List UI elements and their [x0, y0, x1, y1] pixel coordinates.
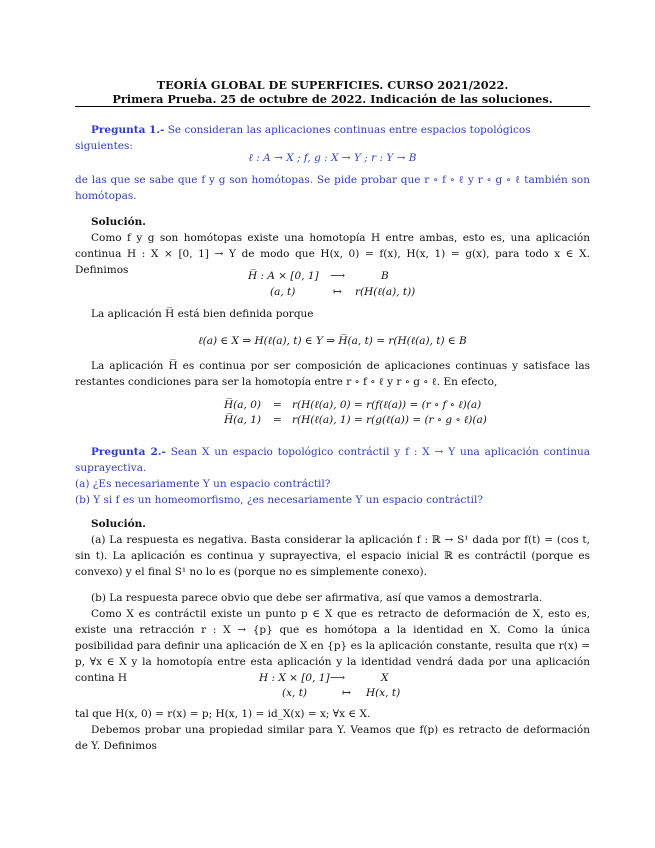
sol1-eq1-sign: =	[273, 399, 282, 411]
sol1-def-left-top: H̅ : A × [0, 1]	[248, 270, 319, 282]
sol1-def-right-bot: r(H(ℓ(a), t))	[355, 286, 416, 298]
solution-2-paragraph-c: Como X es contráctil existe un punto p ∈ X que es retracto de deformación de X, esto es, existe una retracción r : X → {p} que es homótopa a la identidad en X. Como la única posibilidad para definir una aplicación de X en {p} es la aplicación constante, resulta que r(x) = p, ∀x ∈ X y la homotopía entre esta aplicación y la identidad vendrá dada por una aplicación contina H	[75, 608, 590, 684]
solution-1-paragraph-3: La aplicación H̅ es continua por ser composición de aplicaciones continuas y satisface las restantes condiciones para ser la homotopía entre r ∘ f ∘ ℓ y r ∘ g ∘ ℓ. En efecto,	[75, 360, 590, 388]
sol2-def-right-bot: H(x, t)	[366, 687, 401, 699]
sol1-def-arrow-top: ⟶	[330, 270, 346, 282]
question-1-label: Pregunta 1.-	[91, 124, 165, 136]
sol1-def-left-bot: (a, t)	[270, 286, 296, 298]
sol1-eq2-sign: =	[273, 414, 282, 426]
sol2-def-left-top: H : X × [0, 1]	[259, 672, 330, 684]
question-2-part-a: (a) ¿Es necesariamente Y un espacio contráctil?	[75, 478, 331, 490]
solution-2-paragraph-a: (a) La respuesta es negativa. Basta considerar la aplicación f : ℝ → S¹ dada por f(t) = (cos t, sin t). La aplicación es continua y suprayectiva, el espacio inicial ℝ es contráctil (porque es convexo) y el final S¹ no lo es (porque no es simplemente conexo).	[75, 534, 590, 578]
solution-1-paragraph-2: La aplicación H̅ está bien definida porque	[91, 308, 314, 320]
sol2-def-right-top: X	[381, 672, 389, 684]
sol2-def-arrow-top: ⟶	[330, 672, 346, 684]
document-subtitle: Primera Prueba. 25 de octubre de 2022. Indicación de las soluciones.	[112, 92, 553, 106]
solution-1-paragraph-1: Como f y g son homótopas existe una homotopía H entre ambas, esto es, una aplicación continua H : X × [0, 1] → Y de modo que H(x, 0) = f(x), H(x, 1) = g(x), para todo x ∈ X. Definimos	[75, 232, 590, 276]
solution-1-well-defined	[75, 333, 590, 349]
question-2-part-b: (b) Y si f es un homeomorfismo, ¿es necesariamente Y un espacio contráctil?	[75, 494, 484, 506]
sol1-def-right-top: B	[381, 270, 389, 282]
sol1-eq2-left: H̅(a, 1)	[224, 414, 261, 426]
sol2-def-arrow-bot: ↦	[342, 687, 351, 699]
document-title: TEORÍA GLOBAL DE SUPERFICIES. CURSO 2021/2022.	[156, 78, 509, 92]
sol1-eq1-left: H̅(a, 0)	[224, 399, 261, 411]
solution-2-paragraph-b: (b) La respuesta parece obvio que debe ser afirmativa, así que vamos a demostrarla.	[91, 592, 543, 604]
sol1-well-defined-math: ℓ(a) ∈ X ⇒ H(ℓ(a), t) ∈ Y ⇒ H̅(a, t) = r(H(ℓ(a), t) ∈ B	[198, 335, 467, 347]
question-1-maps-math: ℓ : A → X ; f, g : X → Y ; r : Y → B	[248, 152, 417, 164]
sol1-def-arrow-bot: ↦	[333, 286, 342, 298]
question-1-maps	[75, 150, 590, 166]
question-1-intro-text: Se consideran las aplicaciones continuas entre espacios topológicos siguientes:	[75, 124, 531, 152]
solution-2-paragraph-d: tal que H(x, 0) = r(x) = p; H(x, 1) = id_X(x) = x; ∀x ∈ X.	[75, 708, 371, 720]
sol2-def-left-bot: (x, t)	[282, 687, 308, 699]
sol1-eq2-right: r(H(ℓ(a), 1) = r(g(ℓ(a)) = (r ∘ g ∘ ℓ)(a)	[292, 414, 487, 426]
solution-1-label: Solución.	[91, 216, 146, 228]
sol1-eq1-right: r(H(ℓ(a), 0) = r(f(ℓ(a)) = (r ∘ f ∘ ℓ)(a)	[292, 399, 482, 411]
question-1-statement: de las que se sabe que f y g son homótopas. Se pide probar que r ∘ f ∘ ℓ y r ∘ g ∘ ℓ también son homótopas.	[75, 174, 590, 202]
question-2-intro	[75, 444, 590, 476]
question-2-label: Pregunta 2.-	[91, 446, 166, 458]
solution-2-paragraph-e: Debemos probar una propiedad similar para Y. Veamos que f(p) es retracto de deformación de Y. Definimos	[75, 724, 590, 752]
question-2-intro-text: Sean X un espacio topológico contráctil y f : X → Y una aplicación continua suprayectiva.	[75, 446, 590, 474]
header-rule	[75, 106, 590, 107]
solution-2-label: Solución.	[91, 518, 146, 530]
